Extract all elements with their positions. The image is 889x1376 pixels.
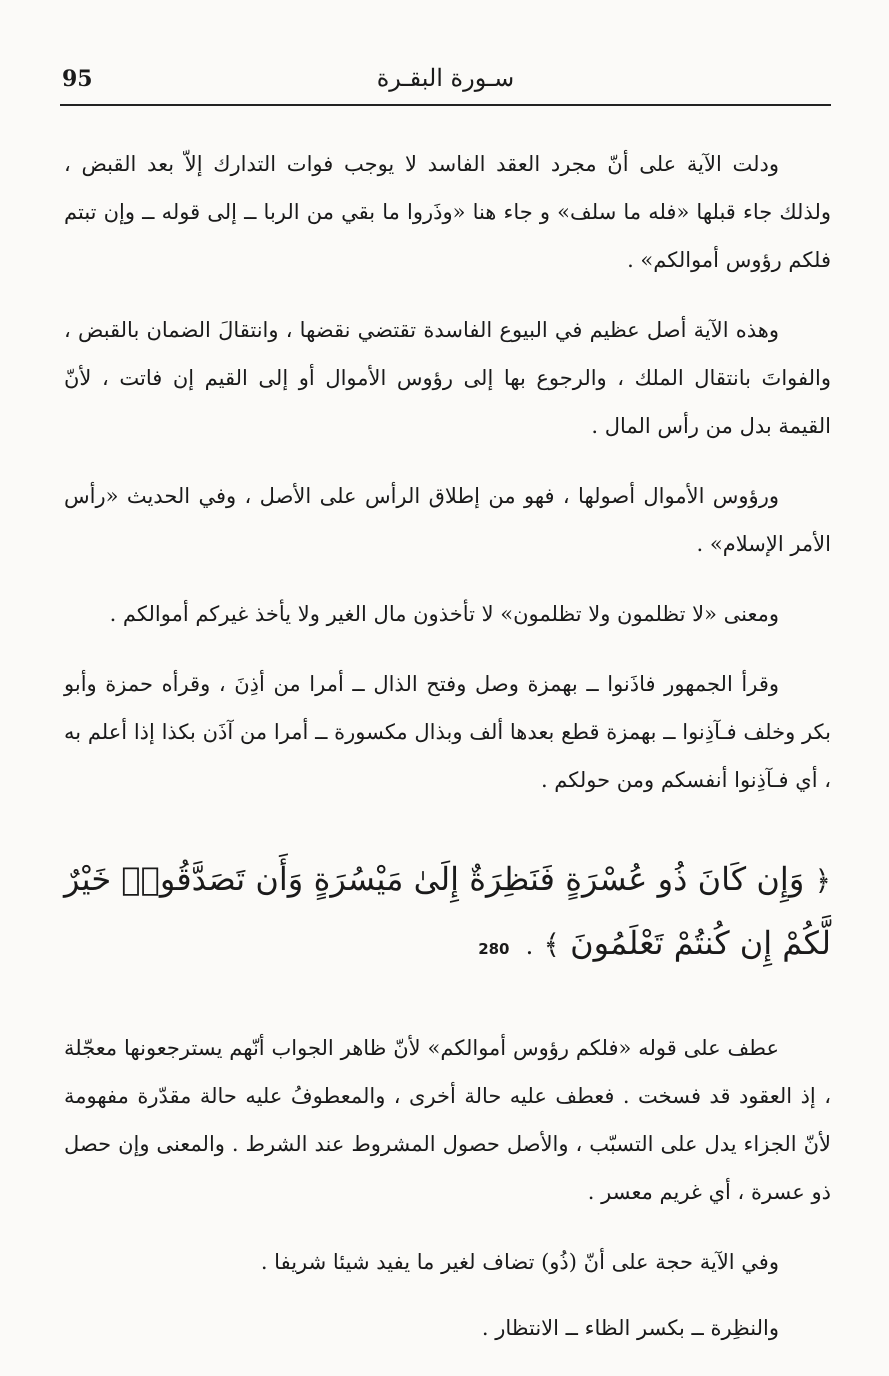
header-rule xyxy=(60,104,831,106)
quran-verse xyxy=(64,848,831,980)
paragraph-contract-validity: ودلت الآية على أنّ مجرد العقد الفاسد لا يوجب فوات التدارك إلاّ بعد القبض ، ولذلك جاء قبلها «فله ما سلف» و جاء هنا «وذَروا ما بقي من الربا ــ إلى قوله ــ وإن تبتم فلكم رؤوس أموالكم» . xyxy=(64,152,831,272)
paragraph-meaning-injustice: ومعنى «لا تظلمون ولا تظلمون» لا تأخذون مال الغير ولا يأخذ غيركم أموالكم . xyxy=(109,602,779,626)
verse-close-bracket: ﴾ xyxy=(543,928,560,961)
verse-end-dot: . xyxy=(525,932,534,960)
paragraph-nazira-definition: والنظِرة ــ بكسر الظاء ــ الانتظار . xyxy=(481,1316,779,1340)
page-header xyxy=(60,60,831,106)
paragraph-dhu-argument: وفي الآية حجة على أنّ (ذُو) تضاف لغير ما يفيد شيئا شريفا . xyxy=(260,1250,779,1274)
paragraph-conjunction: عطف على قوله «فلكم رؤوس أموالكم» لأنّ ظاهر الجواب أنّهم يسترجعونها معجّلة ، إذ العقود قد فسخت . فعطف عليه حالة أخرى ، والمعطوفُ عليه حالة مقدّرة مفهومة لأنّ الجزاء يدل على التسبّب ، والأصل حصول المشروط عند الشرط . والمعنى وإن حصل ذو عسرة ، أي غريم معسر . xyxy=(64,1036,831,1204)
verse-number: 280 xyxy=(478,940,510,958)
paragraph-readings: وقرأ الجمهور فاذَنوا ــ بهمزة وصل وفتح الذال ــ أمرا من أذِنَ ، وقرأه حمزة وأبو بكر وخلف فـآذِنوا ــ بهمزة قطع بعدها ألف وبذال مكسورة ــ أمرا من آذَن بكذا إذا أعلم به ، أي فـآذِنوا أنفسكم ومن حولكم . xyxy=(64,672,831,792)
paragraph-capital-origins: ورؤوس الأموال أصولها ، فهو من إطلاق الرأس على الأصل ، وفي الحديث «رأس الأمر الإسلام» . xyxy=(64,484,831,556)
paragraph-invalid-sales: وهذه الآية أصل عظيم في البيوع الفاسدة تقتضي نقضها ، وانتقالَ الضمان بالقبض ، والفواتَ بانتقال الملك ، والرجوع بها إلى رؤوس الأموال أو إلى القيم إن فاتت ، لأنّ القيمة بدل من رأس المال . xyxy=(64,318,831,438)
page-number: 95 xyxy=(62,66,93,92)
verse-open-bracket: ﴿ xyxy=(814,864,832,897)
verse-text: وَإِن كَانَ ذُو عُسْرَةٍ فَنَظِرَةٌ إِلَىٰ مَيْسُرَةٍ وَأَن تَصَدَّقُوا۟ خَيْرٌ لَّكُمْ إِن كُنتُمْ تَعْلَمُونَ xyxy=(64,860,831,962)
page-body xyxy=(64,140,831,1370)
running-title: سـورة البقـرة xyxy=(376,64,515,92)
